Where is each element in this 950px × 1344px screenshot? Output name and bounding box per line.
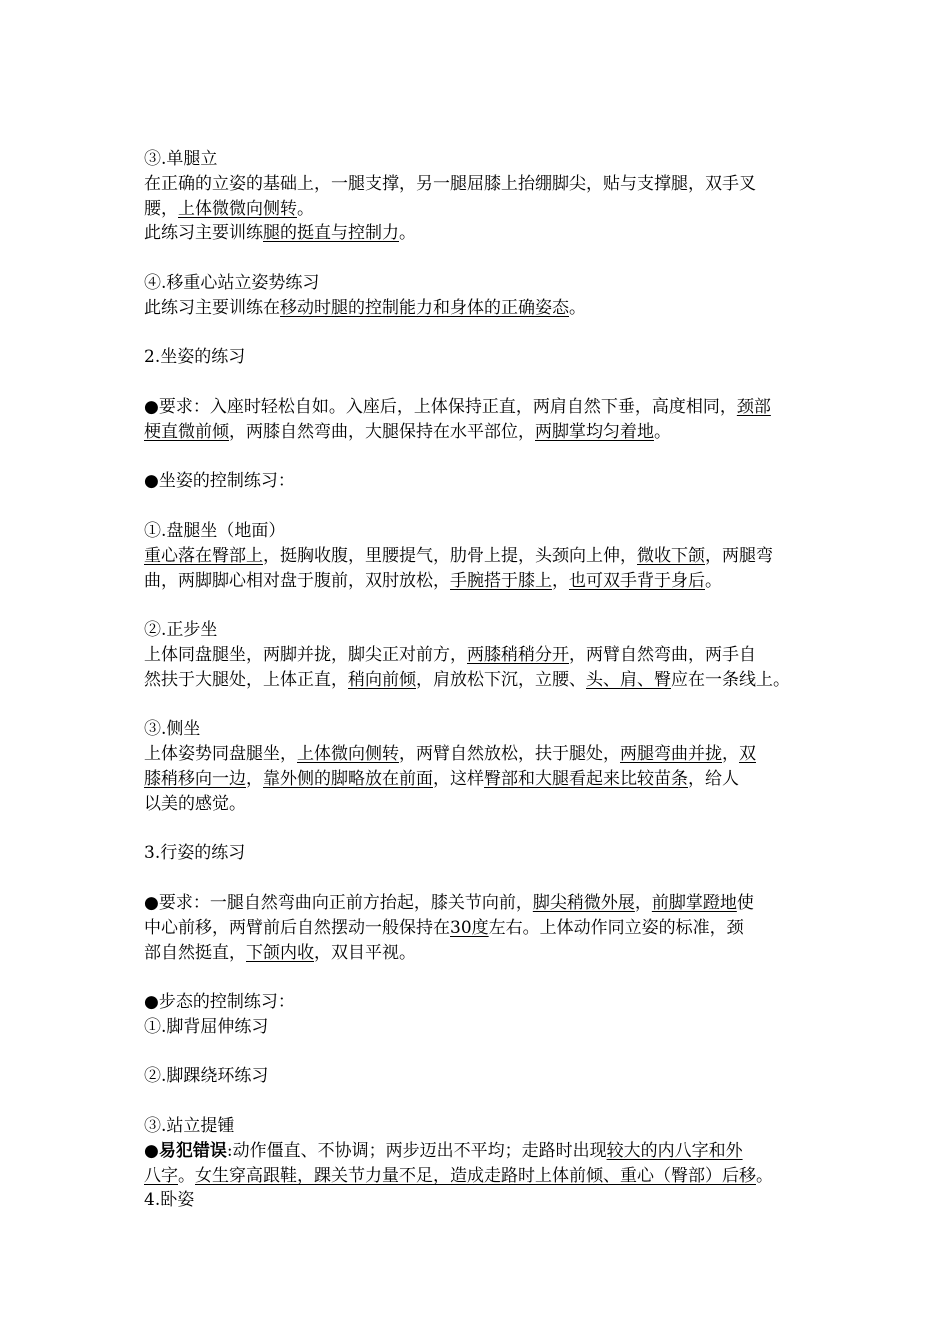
heading-shift-weight: ④.移重心站立姿势练习 xyxy=(144,272,320,293)
text: 然扶于大腿处，上体正直， xyxy=(144,669,348,690)
underlined-text: 移动时腿的控制能力和身体的正确姿态 xyxy=(280,297,569,318)
text: ，两臂自然弯曲，两手自 xyxy=(569,644,756,665)
paragraph-line xyxy=(144,197,814,222)
text: 。 xyxy=(178,1165,195,1186)
text: ，双目平视。 xyxy=(314,942,416,963)
list-item: ①.脚背屈伸练习 xyxy=(144,1016,269,1037)
blank-line xyxy=(144,1040,814,1065)
text: ●要求：入座时轻松自如。入座后，上体保持正直，两肩自然下垂，高度相同， xyxy=(144,396,737,417)
blank-line xyxy=(144,370,814,395)
text: 。 xyxy=(297,198,314,219)
paragraph-line: 在正确的立姿的基础上，一腿支撑，另一腿屈膝上抬绷脚尖，贴与支撑腿，双手叉 xyxy=(144,173,756,194)
blank-line xyxy=(144,321,814,346)
paragraph-line xyxy=(144,767,814,792)
underlined-text: 稍向前倾 xyxy=(348,669,416,690)
text: ，这样 xyxy=(433,768,484,789)
underlined-text: 颈部 xyxy=(736,396,771,417)
heading-lying-posture: 4.卧姿 xyxy=(144,1190,195,1211)
underlined-text: 两脚掌均匀着地 xyxy=(535,421,654,442)
paragraph-line xyxy=(144,891,814,916)
text: ， xyxy=(246,768,263,789)
underlined-text: 八字 xyxy=(144,1165,178,1186)
text: 上体姿势同盘腿坐， xyxy=(144,744,297,765)
text: 上体同盘腿坐，两脚并拢，脚尖正对前方， xyxy=(144,644,467,665)
underlined-text: 30度 xyxy=(450,917,489,938)
heading-walking-practice: 3.行姿的练习 xyxy=(144,843,246,864)
paragraph-line xyxy=(144,668,814,693)
text: 曲，两脚脚心相对盘于腹前，双肘放松， xyxy=(144,570,450,591)
underlined-text: 下颌内收 xyxy=(246,942,314,963)
blank-line xyxy=(144,494,814,519)
underlined-text: 臀部和大腿看起来比较苗条 xyxy=(484,768,688,789)
text: 。 xyxy=(569,297,586,318)
underlined-text: 靠外侧的脚略放在前面 xyxy=(263,768,433,789)
list-item: ③.站立提锺 xyxy=(144,1116,235,1137)
underlined-text: 头、肩、臀 xyxy=(586,669,671,690)
text: ， xyxy=(722,744,739,765)
blank-line xyxy=(144,246,814,271)
underlined-text: 双 xyxy=(739,744,756,765)
text: 。 xyxy=(705,570,722,591)
paragraph-line xyxy=(144,420,814,445)
underlined-text: 较大的内八字和外 xyxy=(606,1140,743,1161)
text: ，两膝自然弯曲，大腿保持在水平部位， xyxy=(229,421,535,442)
heading-gait-control: ●步态的控制练习： xyxy=(144,992,295,1013)
text: 此练习主要训练 xyxy=(144,223,263,244)
text: 腰， xyxy=(144,198,178,219)
text: ●要求：一腿自然弯曲向正前方抬起，膝关节向前， xyxy=(144,892,533,913)
document-page xyxy=(144,147,814,1213)
heading-upright-sitting: ②.正步坐 xyxy=(144,620,218,641)
heading-single-leg-stand: ③.单腿立 xyxy=(144,149,218,169)
paragraph-line xyxy=(144,296,814,321)
heading-cross-legged: ①.盘腿坐（地面） xyxy=(144,520,286,541)
underlined-text: 重心落在臀部上 xyxy=(144,545,263,566)
underlined-text: 腿的挺直与控制力 xyxy=(263,223,399,244)
heading-sitting-control: ●坐姿的控制练习： xyxy=(144,471,295,492)
bold-label: ●易犯错误 xyxy=(144,1140,227,1161)
text: 应在一条线上。 xyxy=(671,669,790,690)
underlined-text: 膝稍移向一边 xyxy=(144,768,246,789)
blank-line xyxy=(144,965,814,990)
paragraph-line xyxy=(144,1164,814,1189)
paragraph-line xyxy=(144,742,814,767)
paragraph-line xyxy=(144,916,814,941)
text: ，挺胸收腹，里腰提气，肋骨上提，头颈向上伸， xyxy=(263,545,637,566)
text: 部自然挺直， xyxy=(144,942,246,963)
text: 中心前移，两臂前后自然摆动一般保持在 xyxy=(144,917,450,938)
list-item: ②.脚踝绕环练习 xyxy=(144,1066,269,1087)
text: :动作僵直、不协调；两步迈出不平均；走路时出现 xyxy=(226,1140,607,1161)
blank-line xyxy=(144,866,814,891)
paragraph-line: 以美的感觉。 xyxy=(144,793,246,814)
underlined-text: 前脚掌蹬地 xyxy=(651,892,737,913)
underlined-text: 也可双手背于身后 xyxy=(569,570,705,591)
underlined-text: 两腿弯曲并拢 xyxy=(620,744,722,765)
paragraph-line xyxy=(144,1139,814,1164)
text: ，两腿弯 xyxy=(705,545,773,566)
underlined-text: 微收下颌 xyxy=(637,545,705,566)
text: ， xyxy=(634,892,652,913)
paragraph-line xyxy=(144,941,814,966)
underlined-text: 手腕搭于膝上 xyxy=(450,570,552,591)
blank-line xyxy=(144,1089,814,1114)
text: 。 xyxy=(654,421,671,442)
heading-side-sitting: ③.侧坐 xyxy=(144,719,201,740)
blank-line xyxy=(144,817,814,842)
paragraph-line xyxy=(144,395,814,420)
underlined-text: 梗直微前倾 xyxy=(144,421,229,442)
text: 。 xyxy=(399,223,416,244)
text: ，两臂自然放松，扶于腿处， xyxy=(399,744,620,765)
underlined-text: 上体微向侧转 xyxy=(297,744,399,765)
text: 此练习主要训练在 xyxy=(144,297,280,318)
heading-sitting-practice: 2.坐姿的练习 xyxy=(144,347,246,368)
underlined-text: 两膝稍稍分开 xyxy=(467,644,569,665)
text: 。 xyxy=(756,1165,773,1186)
text: 使 xyxy=(736,892,754,913)
blank-line xyxy=(144,593,814,618)
paragraph-line xyxy=(144,221,814,246)
underlined-text: 女生穿高跟鞋，踝关节力量不足，造成走路时上体前倾、重心（臀部）后移 xyxy=(195,1165,756,1186)
paragraph-line xyxy=(144,643,814,668)
paragraph-line xyxy=(144,569,814,594)
blank-line xyxy=(144,445,814,470)
text: ，肩放松下沉，立腰、 xyxy=(416,669,586,690)
blank-line xyxy=(144,693,814,718)
text: ， xyxy=(552,570,569,591)
underlined-text: 脚尖稍微外展 xyxy=(532,892,635,913)
underlined-text: 上体微微向侧转 xyxy=(178,198,297,219)
text: 左右。上体动作同立姿的标准，颈 xyxy=(488,917,744,938)
text: ，给人 xyxy=(688,768,739,789)
paragraph-line xyxy=(144,544,814,569)
